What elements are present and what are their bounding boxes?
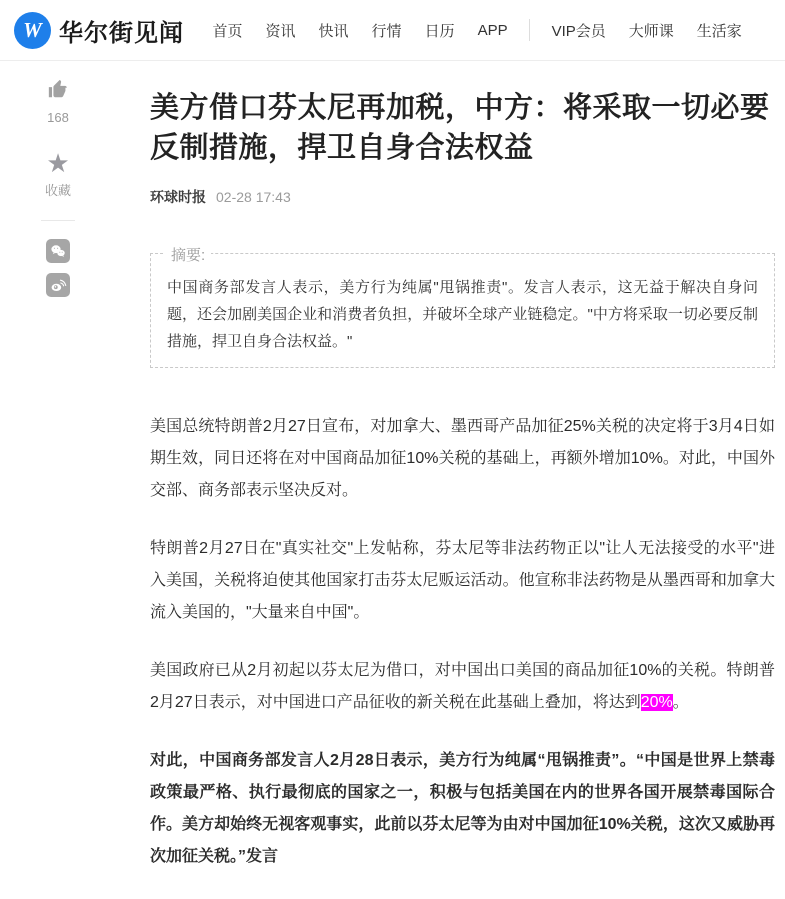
weibo-share-button[interactable] (46, 273, 70, 297)
nav-divider (529, 19, 530, 41)
favorite-label: 收藏 (44, 183, 71, 198)
brand-title[interactable]: 华尔街见闻 (59, 20, 184, 47)
rail-divider (41, 220, 75, 221)
wechat-share-button[interactable] (46, 239, 70, 263)
main-nav (201, 14, 753, 47)
nav-item-lifestyle[interactable]: 生活家 (696, 22, 742, 40)
paragraph-4: 对此，中国商务部发言人2月28日表示，美方行为纯属“甩锅推责”。“中国是世界上禁毒政策最严格、执行最彻底的国家之一，积极与包括美国在内的世界各国开展禁毒国际合作。美方却始终无视客观事实，此前以芬太尼等为由对中国加征10%关税，这次又威胁再次加征关税。”发言 (150, 752, 775, 865)
find-highlight: 20% (640, 694, 673, 711)
paragraph-3 (150, 655, 775, 719)
action-rail (34, 78, 82, 307)
star-icon: ★ (46, 148, 70, 178)
favorite-button[interactable] (45, 125, 71, 199)
nav-item-markets[interactable]: 行情 (371, 22, 402, 40)
like-button[interactable] (47, 78, 69, 125)
paragraph-2: 特朗普2月27日在"真实社交"上发帖称，芬太尼等非法药物正以"让人无法接受的水平"进入美国，关税将迫使其他国家打击芬太尼贩运活动。他宣称非法药物是从墨西哥和加拿大流入美国的，"大量来自中国"。 (150, 540, 775, 621)
nav-item-masterclass[interactable]: 大师课 (628, 22, 674, 40)
wallstreetcn-logo-icon[interactable] (14, 12, 51, 49)
wechat-icon (49, 242, 67, 260)
summary-label: 摘要: (165, 244, 211, 265)
nav-item-news[interactable]: 资讯 (265, 22, 296, 40)
article-title: 美方借口芬太尼再加税，中方：将采取一切必要反制措施，捍卫自身合法权益 (150, 92, 770, 164)
weibo-icon (49, 276, 67, 294)
article-source: 环球时报 (150, 189, 206, 205)
nav-item-vip[interactable]: VIP会员 (551, 22, 606, 40)
article-timestamp: 02-28 17:43 (216, 189, 291, 205)
summary-text: 中国商务部发言人表示，美方行为纯属"甩锅推责"。发言人表示，这无益于解决自身问题，还会加剧美国企业和消费者负担，并破坏全球产业链稳定。"中方将采取一切必要反制措施，捍卫自身合法权益。" (167, 279, 758, 350)
thumbs-up-icon (47, 78, 69, 105)
like-count: 168 (47, 110, 69, 125)
top-header (0, 0, 785, 61)
paragraph-3-tail: 。 (672, 694, 689, 711)
logo-letter: W (23, 17, 42, 42)
article-main (150, 61, 775, 899)
article-meta (150, 187, 775, 207)
paragraph-1: 美国总统特朗普2月27日宣布，对加拿大、墨西哥产品加征25%关税的决定将于3月4日如期生效，同日还将在对中国商品加征10%关税的基础上，再额外增加10%。对此，中国外交部、商务部表示坚决反对。 (150, 418, 775, 499)
nav-item-app[interactable]: APP (477, 21, 508, 39)
nav-item-calendar[interactable]: 日历 (424, 22, 455, 40)
summary-box (150, 247, 775, 368)
nav-item-flash[interactable]: 快讯 (318, 22, 349, 40)
paragraph-3-text: 美国政府已从2月初起以芬太尼为借口，对中国出口美国的商品加征10%的关税。特朗普2月27日表示，对中国进口产品征收的新关税在此基础上叠加，将达到 (150, 662, 775, 711)
article-body (150, 411, 775, 873)
nav-item-home[interactable]: 首页 (212, 22, 243, 40)
